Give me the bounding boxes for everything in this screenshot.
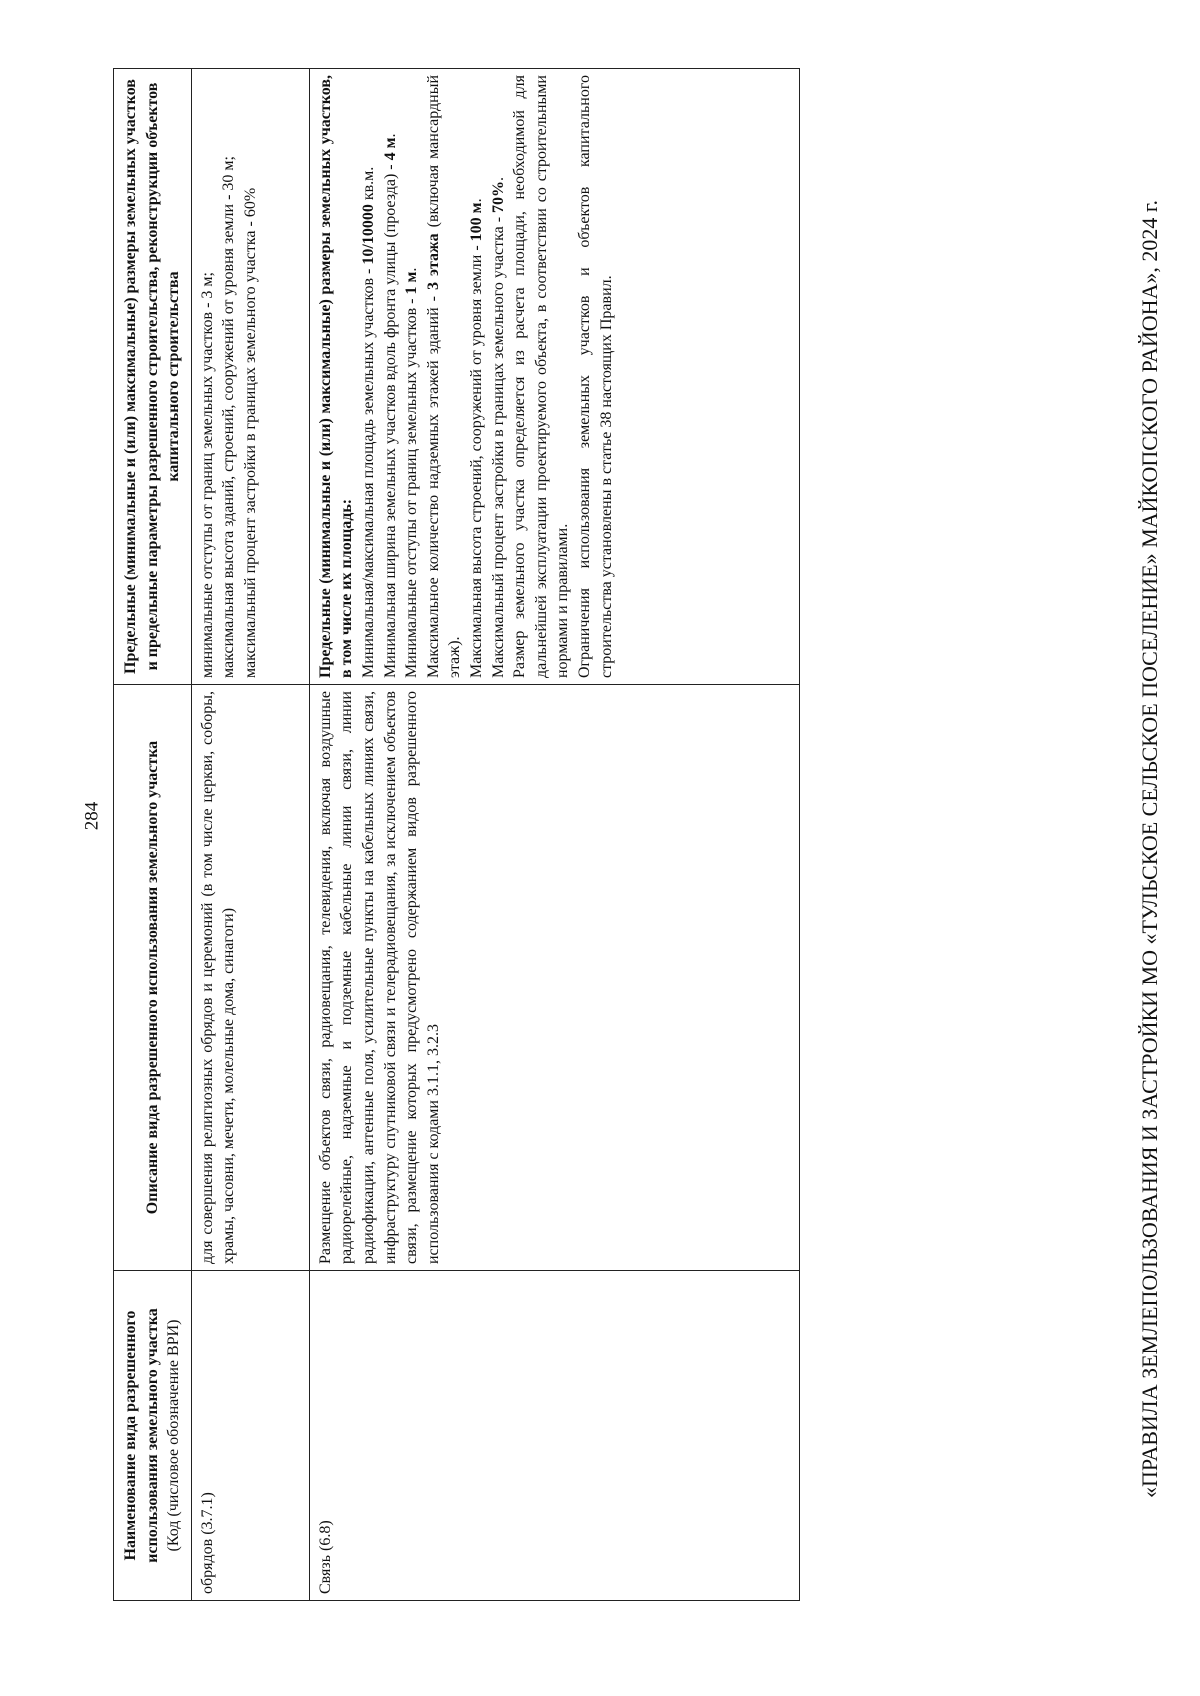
row1-params (191, 69, 309, 685)
document-footer: «ПРАВИЛА ЗЕМЛЕПОЛЬЗОВАНИЯ И ЗАСТРОЙКИ МО «ТУЛЬСКОЕ СЕЛЬСКОЕ ПОСЕЛЕНИЕ» МАЙКОПСКОГО РАЙОНА», 2024 г. (1137, 200, 1162, 1498)
row2-param-heading: Предельные (минимальные и (или) максимальные) размеры земельных участков, в том числе их площадь: (316, 75, 356, 678)
header-code-note: (Код (числовое обозначение ВРИ) (165, 1319, 183, 1552)
page-number: 284 (81, 801, 103, 831)
row1-param-height: максимальная высота зданий, строений, сооружений от уровня земли - 30 м; (220, 156, 238, 678)
zoning-table (113, 68, 800, 1601)
row2-description: Размещение объектов связи, радиовещания, телевидения, включая воздушные радиорелейные, надземные и подземные кабельные линии связи, линии радиофикации, антенные поля, усилительные пункты на кабельных линиях связи, инфраструктуру спутниковой связи и телерадиовещания, за исключением объектов связи, размещение которых предусмотрено содержанием видов разрешенного использования с кодами 3.1.1, 3.2.3 (309, 685, 799, 1271)
row2-param-coverage: Максимальный процент застройки в границах земельного участка - 70%. (489, 176, 507, 678)
row2-params (309, 69, 799, 685)
zoning-table-rotated (113, 69, 800, 1601)
row1-param-setback: минимальные отступы от границ земельных участков - 3 м; (198, 272, 216, 678)
row2-param-size-note: Размер земельного участка определяется из расчета площади, необходимой для дальнейшей эксплуатации проектируемого объекта, в соответствии со строительными нормами и правилами. (511, 75, 572, 678)
table-row (309, 69, 799, 1601)
table-row (191, 69, 309, 1601)
header-parameters: Предельные (минимальные и (или) максимальные) размеры земельных участков и предельные параметры разрешенного строительства, реконструкции объектов капитального строительства (114, 69, 192, 685)
row2-param-width: Минимальная ширина земельных участков вдоль фронта улицы (проезда) - 4 м. (381, 133, 399, 678)
row1-name: обрядов (3.7.1) (191, 1271, 309, 1601)
row1-description: для совершения религиозных обрядов и церемоний (в том числе церкви, соборы, храмы, часовни, мечети, молельные дома, синагоги) (191, 685, 309, 1271)
header-description: Описание вида разрешенного использования земельного участка (114, 685, 192, 1271)
row2-param-setback: Минимальные отступы от границ земельных участков - 1 м. (403, 267, 421, 678)
header-name-code (114, 1271, 192, 1601)
row1-param-coverage: максимальный процент застройки в границах земельного участка - 60% (241, 187, 259, 678)
row2-param-restrictions: Ограничения использования земельных участков и объектов капитального строительства установлены в статье 38 настоящих Правил. (575, 75, 615, 678)
row2-name: Связь (6.8) (309, 1271, 799, 1601)
header-name-bold: Наименование вида разрешенного использования земельного участка (122, 1308, 161, 1563)
table-header-row (114, 69, 192, 1601)
row2-param-area: Минимальная/максимальная площадь земельных участков - 10/10000 кв.м. (359, 166, 377, 678)
row2-param-floors: Максимальное количество надземных этажей зданий - 3 этажа (включая мансардный этаж). (424, 74, 464, 678)
row2-param-height: Максимальная высота строений, сооружений от уровня земли - 100 м. (467, 198, 485, 678)
